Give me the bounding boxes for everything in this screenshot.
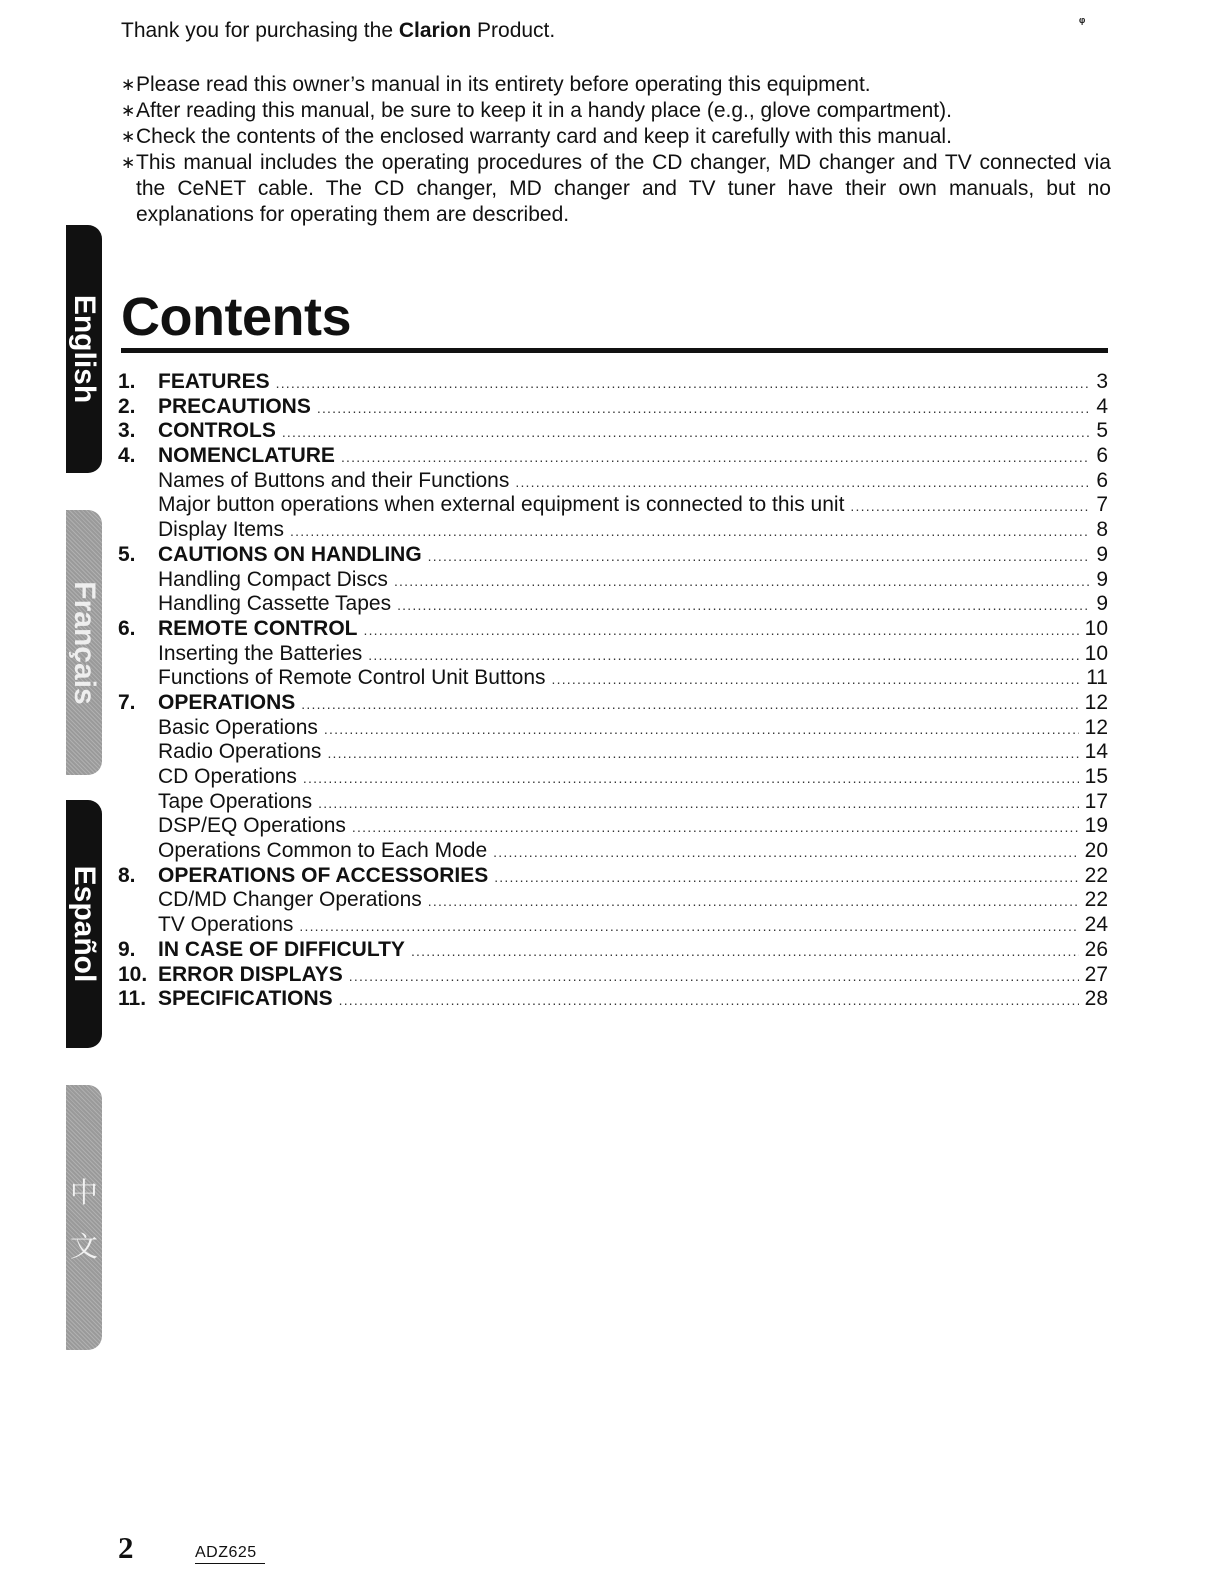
toc-leader-dots	[282, 424, 1090, 440]
toc-label: CONTROLS	[158, 419, 276, 443]
brand-name: Clarion	[398, 19, 472, 42]
toc-page-number: 11	[1086, 666, 1108, 690]
toc-page-number: 7	[1096, 493, 1108, 517]
toc-label: CD/MD Changer Operations	[158, 888, 422, 912]
note-text: Check the contents of the enclosed warranty card and keep it carefully with this manual.	[136, 125, 952, 148]
language-tab-label-chinese	[66, 1085, 102, 1350]
toc-entry[interactable]	[118, 469, 1108, 494]
page-title: Contents	[121, 287, 351, 347]
toc-label: Functions of Remote Control Unit Buttons	[158, 666, 546, 690]
toc-entry[interactable]	[118, 666, 1108, 691]
note-text: After reading this manual, be sure to keep it in a handy place (e.g., glove compartment).	[136, 99, 952, 122]
intro-prefix: Thank you for purchasing the	[121, 19, 399, 42]
toc-page-number: 12	[1084, 715, 1108, 739]
toc-page-number: 10	[1084, 616, 1108, 640]
language-tab-espanol[interactable]	[66, 800, 102, 1048]
toc-entry[interactable]	[118, 790, 1108, 815]
toc-entry[interactable]	[118, 987, 1108, 1012]
note-item	[121, 98, 1111, 124]
toc-label: Radio Operations	[158, 740, 322, 764]
toc-page-number: 8	[1096, 518, 1108, 542]
toc-leader-dots	[394, 573, 1090, 589]
toc-label: SPECIFICATIONS	[158, 987, 333, 1011]
toc-leader-dots	[318, 795, 1079, 811]
note-item	[121, 150, 1111, 228]
toc-number: 11.	[118, 987, 147, 1011]
language-tab-label: English	[68, 294, 101, 404]
toc-label: Major button operations when external equipment is connected to this unit	[158, 493, 845, 517]
toc-label: CD Operations	[158, 765, 297, 788]
toc-number: 5.	[118, 542, 136, 566]
toc-leader-dots	[428, 893, 1079, 909]
toc-page-number: 5	[1096, 419, 1108, 443]
note-text: This manual includes the operating procedures of the CD changer, MD changer and TV connected via the CeNET cable. The CD changer, MD changer and TV tuner have their own manuals, but no explanations for operating them are described.	[136, 151, 1111, 226]
page-number: 2	[118, 1530, 134, 1565]
language-tab-label: Français	[68, 580, 101, 705]
toc-number: 4.	[118, 444, 136, 468]
toc-number: 7.	[118, 690, 136, 714]
toc-label: Operations Common to Each Mode	[158, 839, 488, 863]
toc-entry[interactable]	[118, 617, 1108, 642]
toc-label: DSP/EQ Operations	[158, 814, 346, 838]
notes-list	[121, 72, 1111, 228]
corner-mark: ᵠ	[1079, 14, 1086, 29]
toc-label: IN CASE OF DIFFICULTY	[158, 937, 405, 961]
toc-entry[interactable]	[118, 740, 1108, 765]
toc-page-number: 12	[1084, 690, 1108, 714]
toc-leader-dots	[850, 498, 1090, 514]
asterisk-icon: ∗	[121, 101, 136, 120]
toc-page-number: 24	[1084, 913, 1108, 937]
toc-number: 6.	[118, 616, 136, 640]
chinese-char: 文	[69, 1229, 98, 1263]
toc-page-number: 6	[1096, 468, 1108, 492]
asterisk-icon: ∗	[121, 127, 136, 146]
toc-leader-dots	[317, 400, 1090, 416]
toc-page-number: 27	[1084, 962, 1108, 986]
toc-entry[interactable]	[118, 963, 1108, 988]
toc-entry[interactable]	[118, 543, 1108, 568]
language-tab-english[interactable]	[66, 225, 102, 473]
intro-suffix: Product.	[471, 19, 556, 42]
toc-leader-dots	[368, 647, 1078, 663]
toc-number: 1.	[118, 370, 136, 393]
title-divider	[121, 348, 1108, 353]
toc-entry[interactable]	[118, 839, 1108, 864]
toc-leader-dots	[339, 992, 1079, 1008]
toc-label: Handling Cassette Tapes	[158, 592, 392, 616]
toc-label: OPERATIONS	[158, 690, 296, 714]
toc-leader-dots	[301, 696, 1078, 712]
toc-leader-dots	[303, 770, 1079, 786]
toc-page-number: 15	[1084, 765, 1108, 788]
toc-number: 10.	[118, 962, 148, 986]
toc-entry[interactable]	[118, 444, 1108, 469]
toc-entry[interactable]	[118, 938, 1108, 963]
table-of-contents	[118, 370, 1108, 1012]
toc-label: REMOTE CONTROL	[158, 616, 358, 640]
intro-line	[121, 18, 1111, 44]
toc-entry[interactable]	[118, 716, 1108, 741]
toc-page-number: 26	[1084, 937, 1108, 961]
toc-leader-dots	[364, 622, 1079, 638]
toc-page-number: 4	[1096, 394, 1108, 418]
toc-label: Basic Operations	[158, 715, 318, 739]
toc-entry[interactable]	[118, 814, 1108, 839]
toc-page-number: 9	[1096, 592, 1108, 616]
toc-leader-dots	[349, 968, 1079, 984]
toc-entry[interactable]	[118, 888, 1108, 913]
toc-label: PRECAUTIONS	[158, 394, 311, 418]
toc-leader-dots	[299, 918, 1078, 934]
toc-entry[interactable]	[118, 913, 1108, 938]
toc-label: Handling Compact Discs	[158, 567, 388, 591]
asterisk-icon: ∗	[121, 75, 136, 94]
toc-entry[interactable]	[118, 370, 1108, 395]
language-tab-francais[interactable]	[66, 510, 102, 775]
toc-page-number: 22	[1084, 888, 1108, 912]
toc-leader-dots	[276, 375, 1090, 391]
note-item	[121, 124, 1111, 150]
toc-entry[interactable]	[118, 691, 1108, 716]
toc-label: Names of Buttons and their Functions	[158, 468, 510, 492]
toc-entry[interactable]	[118, 864, 1108, 889]
toc-leader-dots	[494, 869, 1078, 885]
language-tab-label: Español	[68, 865, 101, 983]
toc-leader-dots	[352, 819, 1079, 835]
toc-leader-dots	[428, 548, 1090, 564]
toc-entry[interactable]	[118, 592, 1108, 617]
toc-leader-dots	[341, 449, 1090, 465]
toc-label: ERROR DISPLAYS	[158, 962, 343, 986]
toc-leader-dots	[411, 943, 1079, 959]
toc-entry[interactable]	[118, 518, 1108, 543]
toc-leader-dots	[327, 745, 1078, 761]
toc-label: NOMENCLATURE	[158, 444, 335, 468]
toc-page-number: 9	[1096, 542, 1108, 566]
toc-entry[interactable]	[118, 493, 1108, 518]
toc-page-number: 20	[1084, 839, 1108, 863]
toc-leader-dots	[290, 523, 1090, 539]
toc-page-number: 6	[1096, 444, 1108, 468]
asterisk-icon: ∗	[121, 153, 136, 172]
toc-label: CAUTIONS ON HANDLING	[158, 542, 422, 566]
toc-leader-dots	[493, 844, 1078, 860]
language-tab-chinese[interactable]	[66, 1085, 102, 1350]
toc-page-number: 9	[1096, 567, 1108, 591]
note-item	[121, 72, 1111, 98]
toc-entry[interactable]	[118, 765, 1108, 790]
toc-label: OPERATIONS OF ACCESSORIES	[158, 863, 489, 887]
toc-page-number: 10	[1084, 641, 1108, 665]
toc-label: Display Items	[158, 518, 285, 542]
toc-page-number: 14	[1084, 740, 1108, 764]
toc-leader-dots	[324, 721, 1079, 737]
toc-leader-dots	[515, 474, 1090, 490]
toc-entry[interactable]	[118, 568, 1108, 593]
note-text: Please read this owner’s manual in its entirety before operating this equipment.	[136, 73, 871, 96]
model-number: ADZ625	[195, 1544, 265, 1564]
toc-leader-dots	[552, 671, 1081, 687]
toc-entry[interactable]	[118, 642, 1108, 667]
toc-label: FEATURES	[158, 370, 270, 393]
toc-label: TV Operations	[158, 913, 294, 937]
toc-page-number: 3	[1096, 370, 1108, 393]
toc-number: 8.	[118, 863, 136, 887]
toc-page-number: 17	[1084, 789, 1108, 813]
toc-page-number: 19	[1084, 814, 1108, 838]
toc-label: Tape Operations	[158, 789, 313, 813]
toc-number: 3.	[118, 419, 136, 443]
toc-page-number: 28	[1084, 987, 1108, 1011]
toc-number: 2.	[118, 394, 136, 418]
toc-number: 9.	[118, 937, 136, 961]
toc-entry[interactable]	[118, 419, 1108, 444]
toc-leader-dots	[397, 597, 1090, 613]
toc-page-number: 22	[1084, 863, 1108, 887]
toc-entry[interactable]	[118, 395, 1108, 420]
chinese-char: 中	[69, 1175, 98, 1209]
toc-label: Inserting the Batteries	[158, 641, 363, 665]
